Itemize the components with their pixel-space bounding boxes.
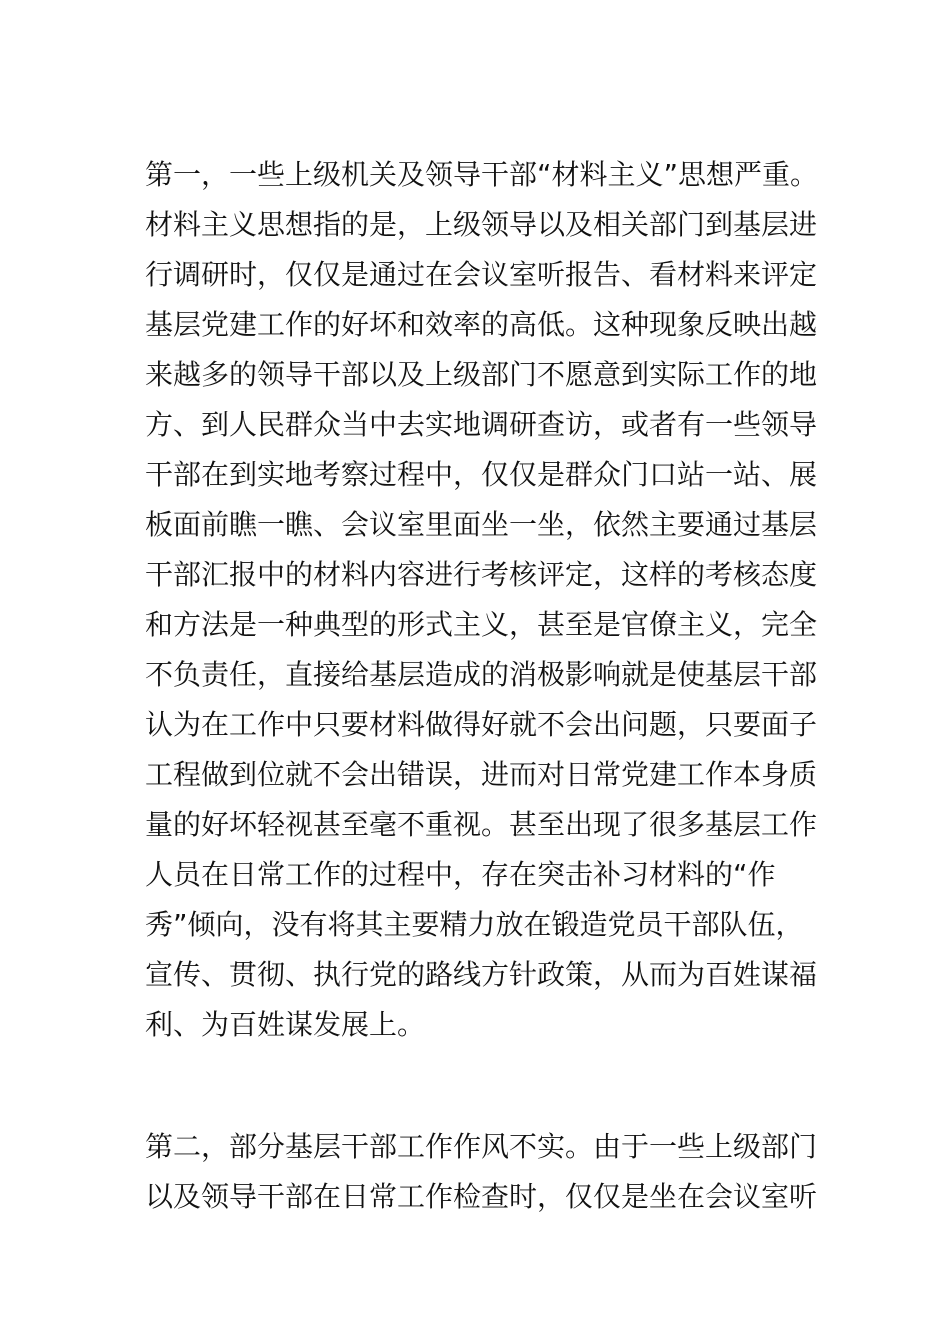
paragraph-line: 来越多的领导干部以及上级部门不愿意到实际工作的地 xyxy=(145,358,818,391)
paragraph-line: 和方法是一种典型的形式主义，甚至是官僚主义，完全 xyxy=(145,608,818,641)
paragraph-line: 材料主义思想指的是，上级领导以及相关部门到基层进 xyxy=(145,208,818,241)
paragraph-line: 不负责任，直接给基层造成的消极影响就是使基层干部 xyxy=(145,658,818,691)
paragraph-line: 秀”倾向，没有将其主要精力放在锻造党员干部队伍， xyxy=(145,908,804,941)
paragraph-line: 认为在工作中只要材料做得好就不会出问题，只要面子 xyxy=(145,708,818,741)
paragraph-line: 第二，部分基层干部工作作风不实。由于一些上级部门 xyxy=(145,1130,818,1163)
paragraph-line: 方、到人民群众当中去实地调研查访，或者有一些领导 xyxy=(145,408,818,441)
paragraph-line: 工程做到位就不会出错误，进而对日常党建工作本身质 xyxy=(145,758,818,791)
paragraph-line: 干部汇报中的材料内容进行考核评定，这样的考核态度 xyxy=(145,558,818,591)
paragraph-line: 以及领导干部在日常工作检查时，仅仅是坐在会议室听 xyxy=(145,1180,818,1213)
paragraph-line: 第一，一些上级机关及领导干部“材料主义”思想严重。 xyxy=(145,158,819,191)
paragraph-line: 行调研时，仅仅是通过在会议室听报告、看材料来评定 xyxy=(145,258,818,291)
paragraph-line: 利、为百姓谋发展上。 xyxy=(145,1008,426,1041)
paragraph-line: 干部在到实地考察过程中，仅仅是群众门口站一站、展 xyxy=(145,458,818,491)
paragraph-line: 人员在日常工作的过程中，存在突击补习材料的“作 xyxy=(145,858,776,891)
paragraph-line: 量的好坏轻视甚至毫不重视。甚至出现了很多基层工作 xyxy=(145,808,818,841)
paragraph-line: 宣传、贯彻、执行党的路线方针政策，从而为百姓谋福 xyxy=(145,958,818,991)
paragraph-1 xyxy=(145,150,825,1050)
paragraph-line: 板面前瞧一瞧、会议室里面坐一坐，依然主要通过基层 xyxy=(145,508,818,541)
paragraph-2 xyxy=(145,1122,825,1222)
paragraph-line: 基层党建工作的好坏和效率的高低。这种现象反映出越 xyxy=(145,308,818,341)
